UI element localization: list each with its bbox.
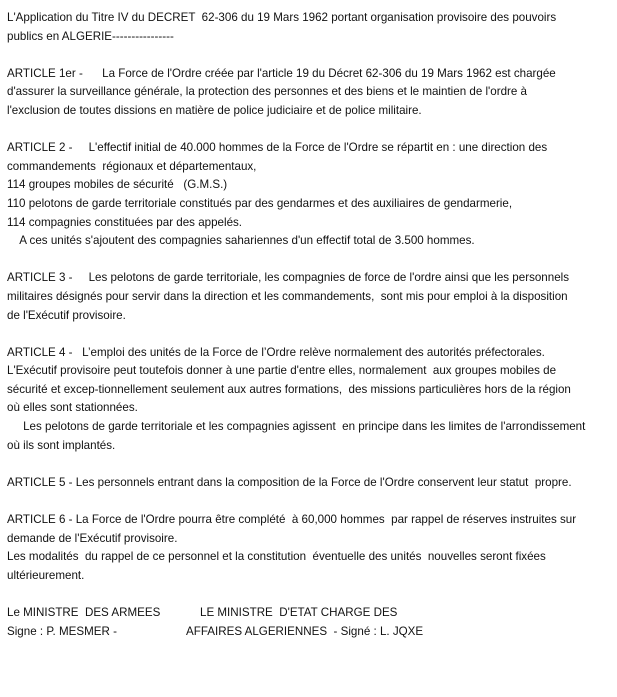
article-4 <box>7 344 613 456</box>
article-line: ARTICLE 1er - La Force de l'Ordre créée par l'article 19 du Décret 62-306 du 19 Mars 1962 est chargée <box>7 66 556 80</box>
article-line: ARTICLE 2 - L'effectif initial de 40.000 hommes de la Force de l'Ordre se répartit en : une direction des <box>7 141 548 155</box>
paragraph-gap <box>7 121 613 140</box>
article-line: sécurité et excep-tionnellement seulement aux autres formations, des missions particulières hors de la région <box>7 382 571 396</box>
article-line: d'assurer la surveillance générale, la protection des personnes et des biens et le maintien de l'ordre à <box>7 85 528 99</box>
signature-block <box>7 604 613 641</box>
paragraph-gap <box>7 492 613 511</box>
document-body <box>7 9 613 641</box>
left-signatory-title: Le MINISTRE DES ARMEES <box>7 606 161 619</box>
article-line: ARTICLE 4 - L’emploi des unités de la Force de l’Ordre relève normalement des autorités préfectorales. <box>7 345 545 359</box>
left-signatory-sign: Signe : P. MESMER - <box>7 624 117 638</box>
article-1 <box>7 65 613 121</box>
article-line: ARTICLE 6 - La Force de l'Ordre pourra être complété à 60,000 hommes par rappel de réserves instruites sur <box>7 513 577 527</box>
article-5 <box>7 474 613 493</box>
article-3 <box>7 269 613 325</box>
article-line: l'exclusion de toutes dissions en matière de police judiciaire et de police militaire. <box>7 103 422 117</box>
intro-block <box>7 9 613 46</box>
article-line: demande de l'Exécutif provisoire. <box>7 531 178 545</box>
article-line: ultérieurement. <box>7 568 85 582</box>
paragraph-gap <box>7 585 613 604</box>
article-line: où ils sont implantés. <box>7 438 116 452</box>
article-line: Les pelotons de garde territoriale et les compagnies agissent en principe dans les limites de l'arrondissement <box>7 420 586 434</box>
paragraph-gap <box>7 251 613 270</box>
right-signatory-sign: AFFAIRES ALGERIENNES - Signé : L. JQXE <box>186 624 424 638</box>
article-2 <box>7 139 613 251</box>
article-line: ARTICLE 3 - Les pelotons de garde territoriale, les compagnies de force de l'ordre ainsi que les personnels <box>7 271 570 285</box>
signature-title-row <box>7 604 613 623</box>
article-line: commandements régionaux et départementaux, <box>7 159 257 173</box>
article-6 <box>7 511 613 585</box>
article-line: ARTICLE 5 - Les personnels entrant dans la composition de la Force de l'Ordre conservent leur statut propre. <box>7 475 572 489</box>
paragraph-gap <box>7 455 613 474</box>
paragraph-gap <box>7 46 613 65</box>
article-line: 114 compagnies constituées par des appelés. <box>7 215 243 229</box>
article-line: A ces unités s'ajoutent des compagnies sahariennes d'un effectif total de 3.500 hommes. <box>7 234 475 248</box>
article-line: Les modalités du rappel de ce personnel et la constitution éventuelle des unités nouvelles seront fixées <box>7 550 546 564</box>
article-line: où elles sont stationnées. <box>7 401 138 415</box>
right-signatory-title: LE MINISTRE D'ETAT CHARGE DES <box>200 606 398 619</box>
article-line: L'Exécutif provisoire peut toutefois donner à une partie d'entre elles, normalement aux groupes mobiles de <box>7 364 557 378</box>
article-line: militaires désignés pour servir dans la direction et les commandements, sont mis pour emploi à la disposition <box>7 289 568 303</box>
article-line: 110 pelotons de garde territoriale constitués par des gendarmes et des auxiliaires de gendarmerie, <box>7 196 513 210</box>
intro-line: L'Application du Titre IV du DECRET 62-306 du 19 Mars 1962 portant organisation provisoire des pouvoirs <box>7 11 557 24</box>
signature-name-row <box>7 623 613 642</box>
paragraph-gap <box>7 325 613 344</box>
article-line: de l'Exécutif provisoire. <box>7 308 126 322</box>
intro-line: publics en ALGERIE---------------- <box>7 29 174 43</box>
article-line: 114 groupes mobiles de sécurité (G.M.S.) <box>7 178 228 192</box>
